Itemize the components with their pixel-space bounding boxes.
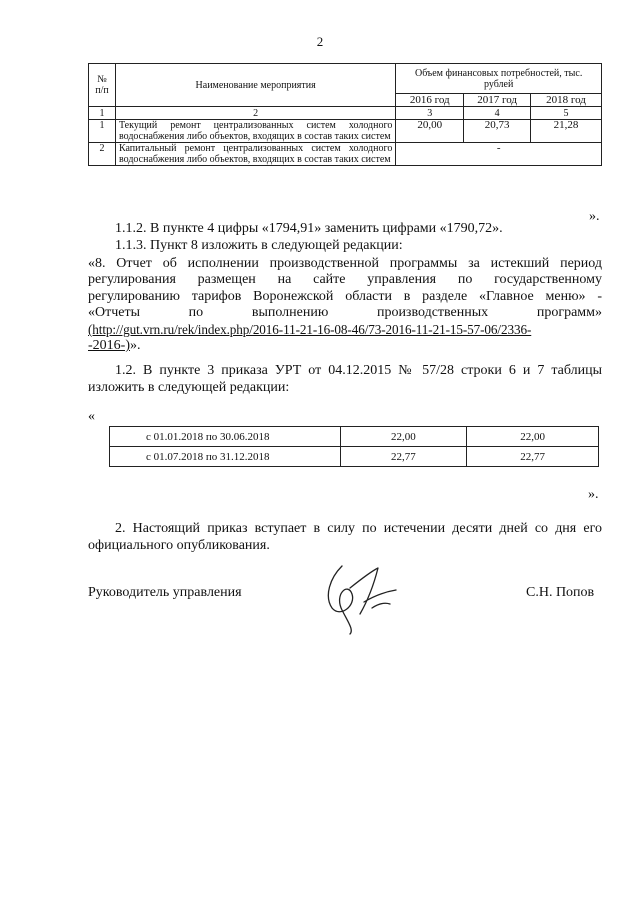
paragraph-8-last-line: [88, 338, 141, 354]
report-link[interactable]: (http://gut.vrn.ru/rek/index.php/2016-11-21-16-08-46/73-2016-11-21-15-57-06/2336-: [88, 322, 532, 337]
header-year-2017: 2017 год: [464, 94, 531, 107]
paragraph-1-2-line: 1.2. В пункте 3 приказа УРТ от 04.12.2015 № 57/28 строки 6 и 7 таблицы: [115, 363, 602, 378]
header-finance: Объем финансовых потребностей, тыс. рублей: [396, 64, 602, 94]
row-name: Капитальный ремонт централизованных систем холодного водоснабжения либо объектов, входящих в состав таких систем: [115, 143, 395, 166]
tariff-cell: 22,00: [467, 427, 599, 447]
paragraph-8-line: «8. Отчет об исполнении производственной программы за истекший период: [88, 256, 602, 271]
index-cell: 5: [531, 107, 602, 120]
paragraph-2-line: официального опубликования.: [88, 538, 270, 553]
tariff-cell: 22,77: [467, 447, 599, 467]
signer-title: Руководитель управления: [88, 585, 242, 600]
row-merged-value: -: [396, 143, 602, 166]
header-year-2018: 2018 год: [531, 94, 602, 107]
signer-name: С.Н. Попов: [526, 585, 595, 600]
header-name: Наименование мероприятия: [115, 64, 395, 107]
row-num: 1: [89, 120, 116, 143]
tariff-cell: 22,77: [340, 447, 467, 467]
paragraph-1-1-3: 1.1.3. Пункт 8 изложить в следующей редакции:: [115, 238, 403, 253]
table-row: [89, 120, 602, 143]
paragraph-2-line: 2. Настоящий приказ вступает в силу по истечении десяти дней со дня его: [115, 521, 602, 536]
paragraph-8-line: регулирования размещен на сайте управления по государственному: [88, 272, 602, 287]
report-link-end[interactable]: -2016-): [88, 338, 130, 353]
tariff-cell: 22,00: [340, 427, 467, 447]
closing-quote: ».: [588, 487, 599, 502]
index-cell: 2: [115, 107, 395, 120]
header-year-2016: 2016 год: [396, 94, 464, 107]
index-cell: 1: [89, 107, 116, 120]
header-num: № п/п: [89, 64, 116, 107]
row-value-2017: 20,73: [464, 120, 531, 143]
row-value-2016: 20,00: [396, 120, 464, 143]
measures-table: [88, 63, 602, 166]
row-name: Текущий ремонт централизованных систем холодного водоснабжения либо объектов, входящих в состав таких систем: [115, 120, 395, 143]
row-num: 2: [89, 143, 116, 166]
paragraph-8-line: регулированию тарифов Воронежской области в разделе «Главное меню» -: [88, 289, 602, 304]
index-cell: 4: [464, 107, 531, 120]
period-cell: с 01.01.2018 по 30.06.2018: [110, 427, 341, 447]
row-value-2018: 21,28: [531, 120, 602, 143]
signature-image: [312, 558, 404, 636]
table-row: [89, 143, 602, 166]
table-row: [110, 427, 599, 447]
closing-quote: ».: [589, 209, 600, 224]
opening-quote: «: [88, 409, 95, 424]
closing-quote-inline: ».: [130, 338, 141, 353]
tariff-rows-table: [109, 426, 599, 467]
paragraph-8-line: «Отчеты по выполнению производственных программ»: [88, 305, 602, 320]
table-row: [110, 447, 599, 467]
period-cell: с 01.07.2018 по 31.12.2018: [110, 447, 341, 467]
paragraph-1-1-2: 1.1.2. В пункте 4 цифры «1794,91» заменить цифрами «1790,72».: [115, 221, 503, 236]
page-number: 2: [316, 34, 324, 49]
index-cell: 3: [396, 107, 464, 120]
paragraph-1-2-line: изложить в следующей редакции:: [88, 380, 290, 395]
